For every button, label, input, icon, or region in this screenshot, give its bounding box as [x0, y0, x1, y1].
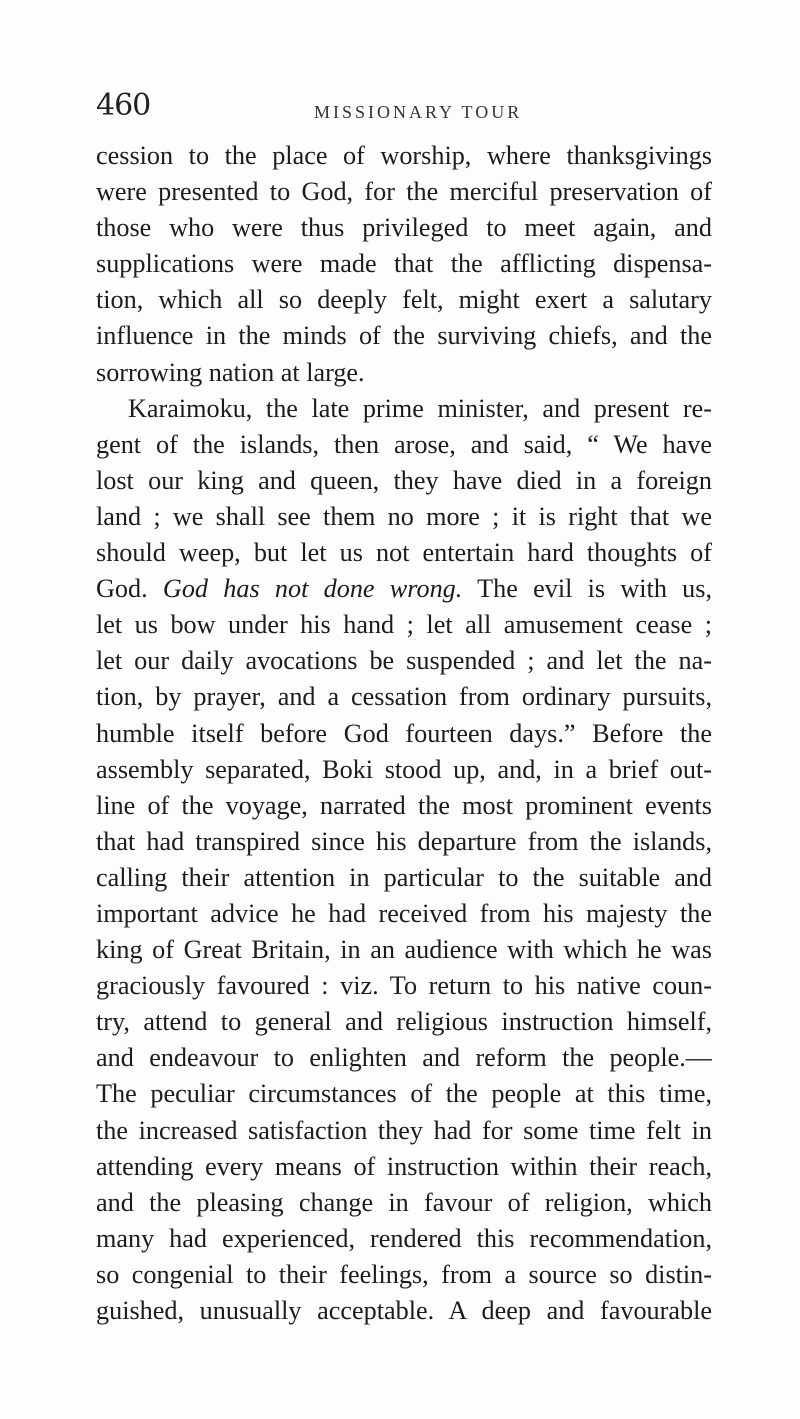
text-line: the increased satisfaction they had for some time felt in [96, 1115, 712, 1145]
text-line: king of Great Britain, in an audience with which he was [96, 935, 712, 965]
page-header [96, 88, 716, 128]
text-line: The peculiar circumstances of the people at this time, [96, 1079, 712, 1109]
text-line: graciously favoured : viz. To return to his native coun- [96, 971, 712, 1001]
text-line: lost our king and queen, they have died in a foreign [96, 465, 712, 495]
text-segment: God. [96, 574, 148, 604]
text-line: gent of the islands, then arose, and said, “ We have [96, 429, 712, 459]
text-line: influence in the minds of the surviving chiefs, and the [96, 321, 712, 351]
text-line: cession to the place of worship, where thanksgivings [96, 141, 712, 170]
text-line: sorrowing nation at large. [96, 357, 365, 387]
text-line: guished, unusually acceptable. A deep and favourable [96, 1296, 712, 1325]
text-line: Karaimoku, the late prime minister, and present re- [128, 393, 712, 423]
text-line: humble itself before God fourteen days.” Before the [96, 718, 712, 748]
italic-quote: God has not done wrong. [162, 574, 463, 604]
text-line: let us bow under his hand ; let all amusement cease ; [96, 610, 712, 640]
text-line: tion, which all so deeply felt, might exert a salutary [96, 285, 712, 315]
text-line: try, attend to general and religious instruction himself, [96, 1007, 712, 1037]
text-line: attending every means of instruction within their reach, [96, 1151, 712, 1181]
text-line: should weep, but let us not entertain hard thoughts of [96, 538, 712, 568]
body-text [96, 138, 712, 1329]
text-line: tion, by prayer, and a cessation from ordinary pursuits, [96, 682, 712, 712]
page-number: 460 [96, 88, 151, 123]
text-line-mixed [96, 571, 712, 607]
text-line: and the pleasing change in favour of religion, which [96, 1187, 712, 1217]
text-line: let our daily avocations be suspended ; and let the na- [96, 646, 712, 676]
text-line: many had experienced, rendered this recommendation, [96, 1223, 712, 1253]
text-line: important advice he had received from his majesty the [96, 898, 712, 928]
text-line: supplications were made that the afflicting dispensa- [96, 249, 712, 279]
text-line: calling their attention in particular to the suitable and [96, 862, 712, 892]
text-line: and endeavour to enlighten and reform the people.— [96, 1043, 712, 1073]
text-segment: The evil is with us, [477, 574, 712, 604]
text-line: so congenial to their feelings, from a source so distin- [96, 1259, 712, 1289]
text-line: line of the voyage, narrated the most prominent events [96, 790, 712, 820]
text-line: assembly separated, Boki stood up, and, in a brief out- [96, 754, 712, 784]
running-head: MISSIONARY TOUR [314, 102, 523, 122]
text-line: land ; we shall see them no more ; it is right that we [96, 501, 712, 531]
text-line: those who were thus privileged to meet again, and [96, 213, 712, 243]
text-line: that had transpired since his departure from the islands, [96, 826, 712, 856]
text-line: were presented to God, for the merciful preservation of [96, 177, 712, 207]
